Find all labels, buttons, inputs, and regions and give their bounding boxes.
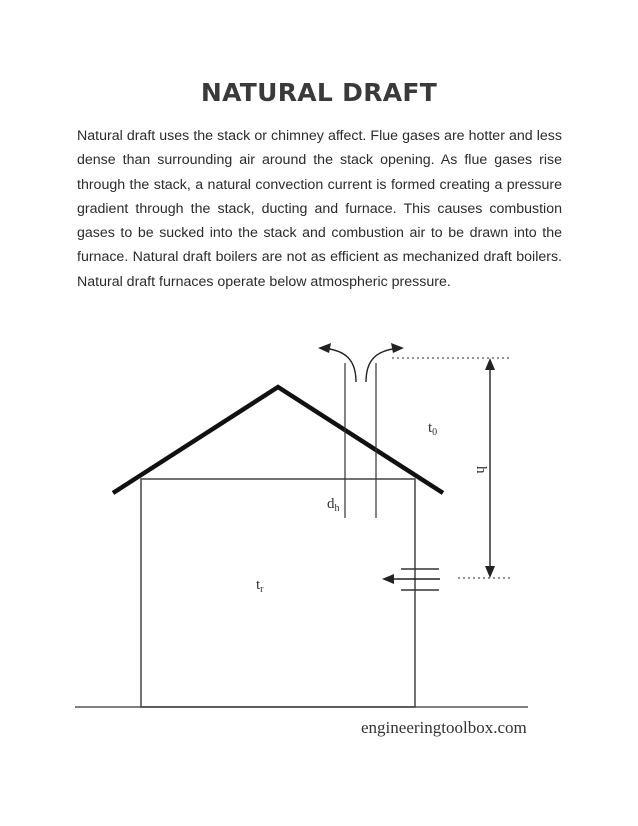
flue-gas-arrow-left [322,348,356,382]
house-walls [141,479,415,707]
flue-gas-arrow-right [366,348,400,382]
house-roof [113,387,443,493]
height-label: h [473,466,489,474]
body-paragraph: Natural draft uses the stack or chimney affect. Flue gases are hotter and less dense than surrounding air around the stack opening. As flue gases rise through the stack, a natural convection current is formed creating a pressure gradient through the stack, ducting and furnace. This causes combustion gases to be sucked into the stack and combustion air to be drawn into the furnace. Natural draft boilers are not as efficient as mechanized draft boilers. Natural draft furnaces operate below atmospheric pressure. [77,128,562,290]
watermark-text: engineeringtoolbox.com [361,718,527,737]
diameter-label: $d_h$ [327,496,340,514]
outside-temp-label: $t_0$ [428,420,438,438]
natural-draft-diagram [0,330,638,750]
inside-temp-label: $t_r$ [256,577,264,595]
page-title: NATURAL DRAFT [200,78,438,107]
